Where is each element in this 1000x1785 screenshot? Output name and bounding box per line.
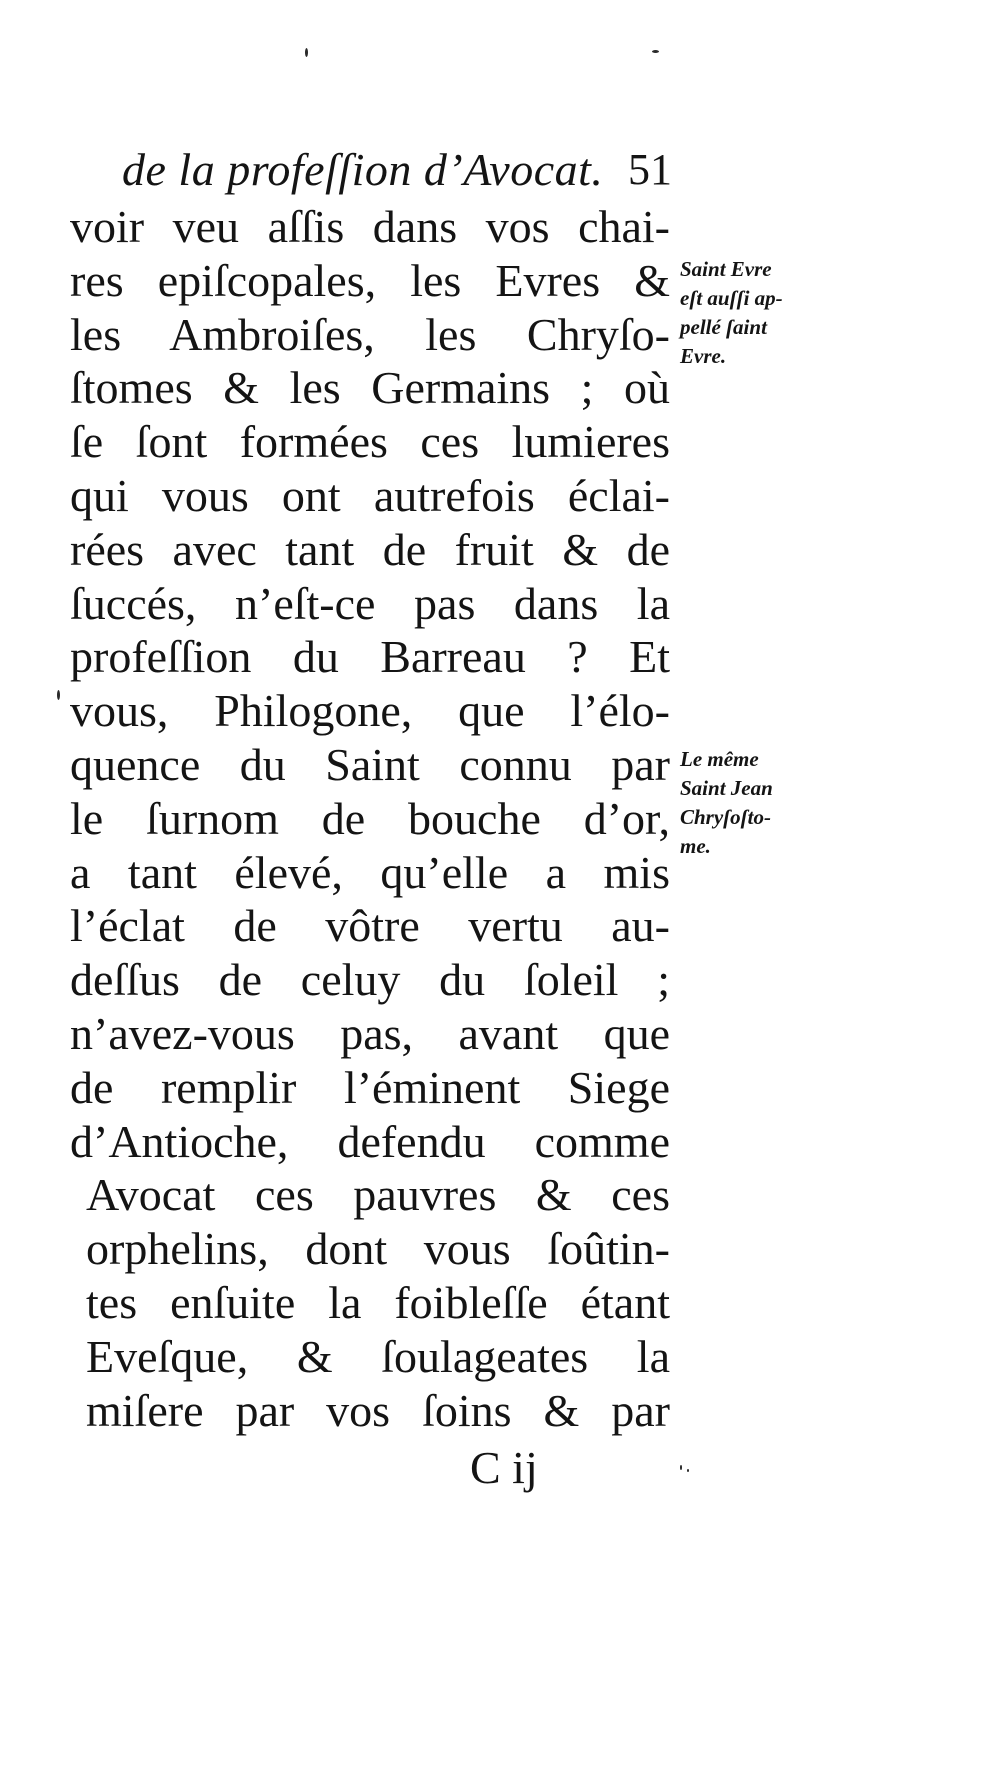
text-line: rées avec tant de fruit & de <box>70 523 670 575</box>
margin-note-line: Saint Jean <box>680 776 773 800</box>
margin-note-line: pellé ſaint <box>680 315 767 339</box>
margin-note-saint-evre <box>680 255 840 371</box>
margin-note-saint-jean <box>680 745 840 861</box>
text-line: ſtomes & les Germains ; où <box>70 362 670 414</box>
text-line: tes enſuite la foibleſſe étant <box>86 1276 670 1328</box>
text-line: l’éclat de vôtre vertu au- <box>70 900 670 952</box>
text-line: de remplir l’éminent Siege <box>70 1061 670 1113</box>
text-line: ſe ſont formées ces lumieres <box>70 416 670 468</box>
text-line: ſuccés, n’eſt-ce pas dans la <box>70 577 670 629</box>
text-line: les Ambroiſes, les Chryſo- <box>70 308 670 360</box>
print-speck <box>652 50 659 53</box>
margin-note-line: me. <box>680 834 711 858</box>
print-speck <box>305 48 308 57</box>
text-line: Avocat ces pauvres & ces <box>86 1169 670 1221</box>
running-title: de la profeſſion d’Avocat. <box>122 144 604 195</box>
body-text <box>70 200 670 1437</box>
running-head <box>122 140 672 200</box>
margin-note-line: Evre. <box>680 344 727 368</box>
text-line: a tant élevé, qu’elle a mis <box>70 846 670 898</box>
print-speck <box>687 1469 689 1472</box>
text-line: d’Antioche, defendu comme <box>70 1115 670 1167</box>
text-line: qui vous ont autrefois éclai- <box>70 469 670 521</box>
text-line: voir veu aſſis dans vos chai- <box>70 201 670 252</box>
text-line: quence du Saint connu par <box>70 738 670 790</box>
text-line: profeſſion du Barreau ? Et <box>70 631 670 683</box>
print-speck <box>680 1465 682 1470</box>
text-line: n’avez-vous pas, avant que <box>70 1007 670 1059</box>
print-speck <box>57 690 60 700</box>
text-line: orphelins, dont vous ſoûtin- <box>86 1223 670 1275</box>
text-line: deſſus de celuy du ſoleil ; <box>70 954 670 1006</box>
margin-note-line: Le même <box>680 747 759 771</box>
text-line: Eveſque, & ſoulageates la <box>86 1330 670 1382</box>
page-number: 51 <box>628 145 672 194</box>
margin-note-line: Chryſoſto- <box>680 805 771 829</box>
margin-note-line: Saint Evre <box>680 257 772 281</box>
text-line: miſere par vos ſoins & par <box>86 1384 670 1436</box>
text-line: vous, Philogone, que l’élo- <box>70 685 670 737</box>
text-line: le ſurnom de bouche d’or, <box>70 792 670 844</box>
signature-mark: C ij <box>470 1442 538 1493</box>
text-line: res epiſcopales, les Evres & <box>70 254 670 306</box>
margin-note-line: eſt auſſi ap- <box>680 286 783 310</box>
